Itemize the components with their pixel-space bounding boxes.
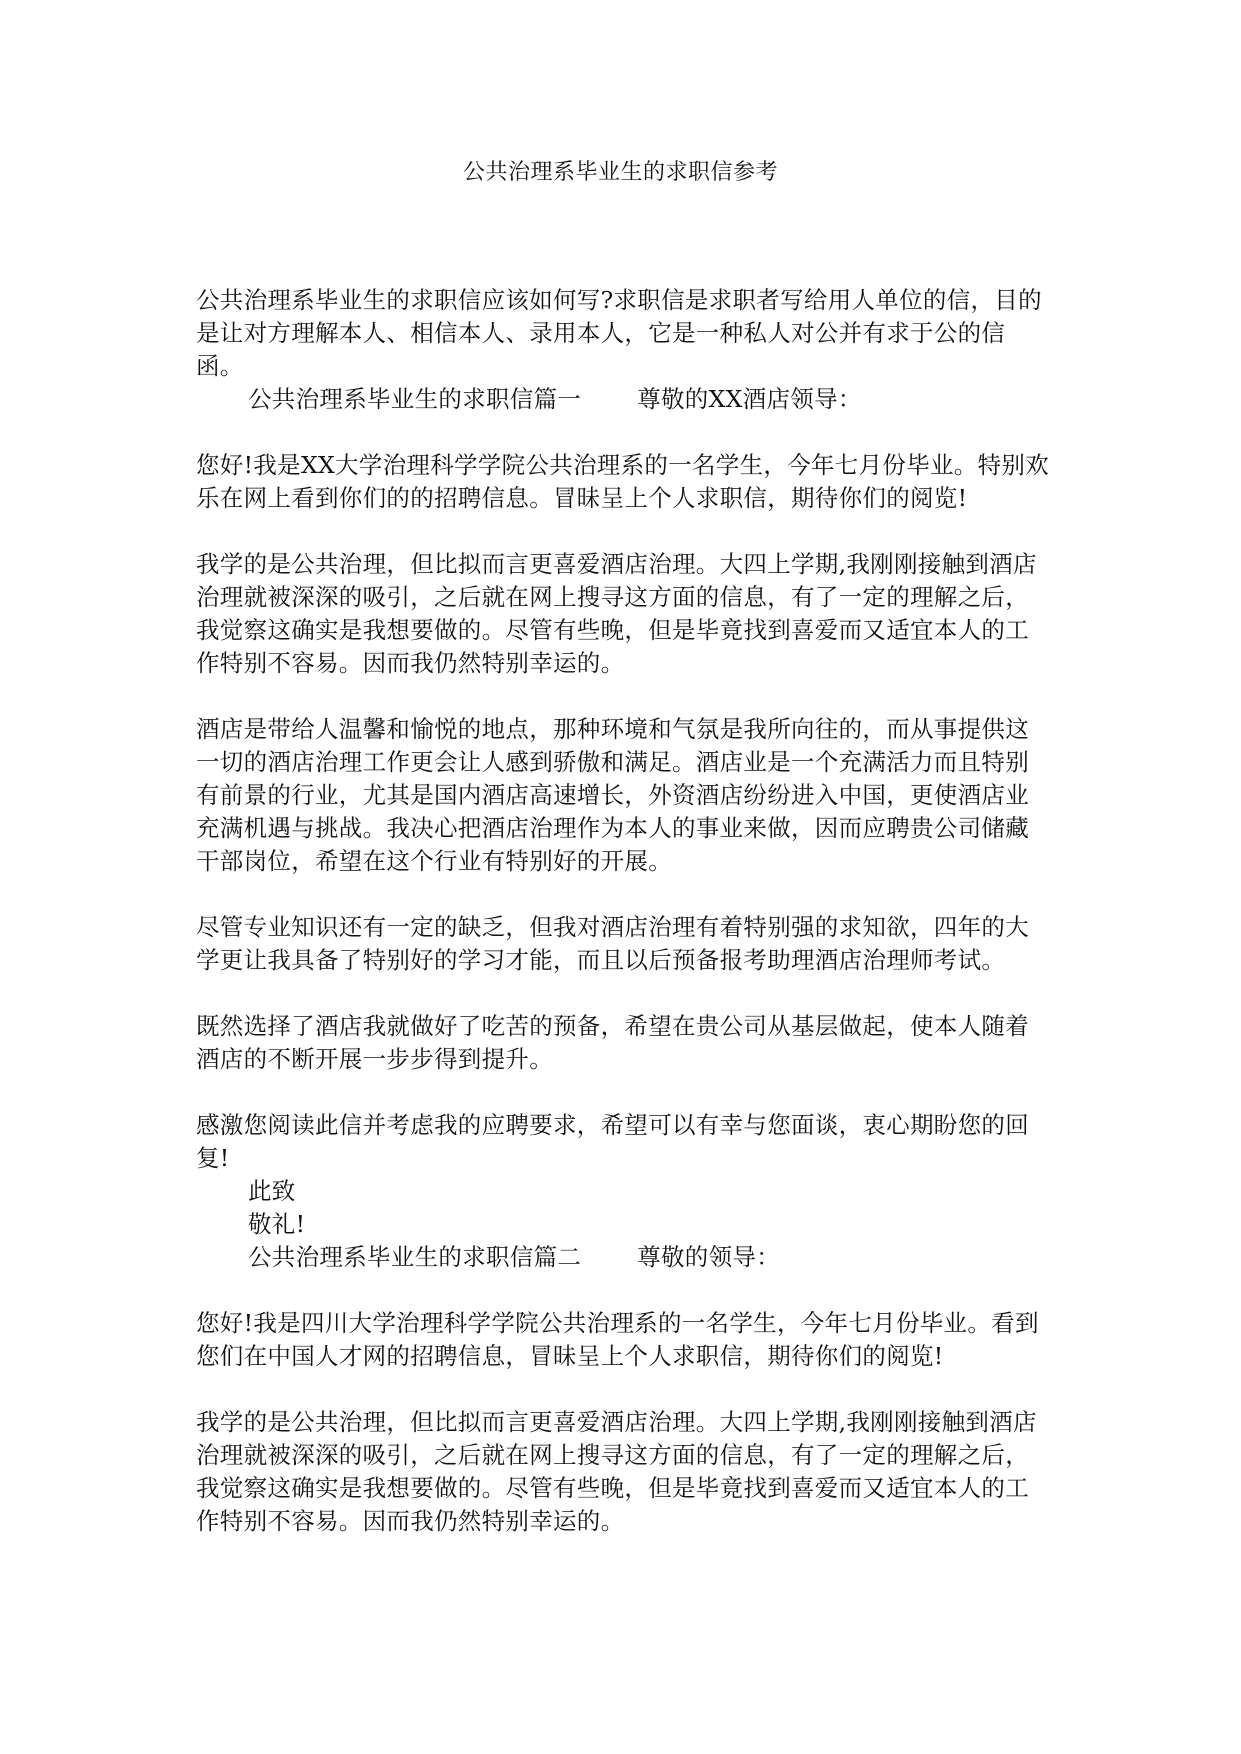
- letter1-heading: 公共治理系毕业生的求职信篇一: [248, 385, 582, 413]
- letter1-paragraph-1: 您好!我是XX大学治理科学学院公共治理系的一名学生，今年七月份毕业。特别欢乐在网上看到你们的的招聘信息。冒昧呈上个人求职信，期待你们的阅览!: [196, 451, 1050, 512]
- letter1-salutation: 尊敬的XX酒店领导：: [637, 385, 862, 413]
- letter2-salutation: 尊敬的领导：: [637, 1243, 781, 1271]
- intro-paragraph: 公共治理系毕业生的求职信应该如何写?求职信是求职者写给用人单位的信，目的是让对方理解本人、相信本人、录用本人，它是一种私人对公并有求于公的信函。: [196, 286, 1042, 380]
- letter2-heading: 公共治理系毕业生的求职信篇二: [248, 1243, 582, 1271]
- letter2-paragraph-2: 我学的是公共治理，但比拟而言更喜爱酒店治理。大四上学期,我刚刚接触到酒店治理就被深深的吸引，之后就在网上搜寻这方面的信息，有了一定的理解之后，我觉察这确实是我想要做的。尽管有些晚，但是毕竟找到喜爱而又适宜本人的工作特别不容易。因而我仍然特别幸运的。: [196, 1408, 1037, 1535]
- letter1-paragraph-2: 我学的是公共治理，但比拟而言更喜爱酒店治理。大四上学期,我刚刚接触到酒店治理就被深深的吸引，之后就在网上搜寻这方面的信息，有了一定的理解之后，我觉察这确实是我想要做的。尽管有些晚，但是毕竟找到喜爱而又适宜本人的工作特别不容易。因而我仍然特别幸运的。: [196, 550, 1037, 677]
- document-body: [196, 284, 1050, 1538]
- letter1-paragraph-4: 尽管专业知识还有一定的缺乏，但我对酒店治理有着特别强的求知欲，四年的大学更让我具备了特别好的学习才能，而且以后预备报考助理酒店治理师考试。: [196, 913, 1029, 974]
- letter1-closing-2: 敬礼!: [248, 1210, 306, 1238]
- letter1-paragraph-5: 既然选择了酒店我就做好了吃苦的预备，希望在贵公司从基层做起，使本人随着酒店的不断开展一步步得到提升。: [196, 1012, 1029, 1073]
- letter1-paragraph-6: 感激您阅读此信并考虑我的应聘要求，希望可以有幸与您面谈，衷心期盼您的回复!: [196, 1111, 1029, 1172]
- letter1-closing-1: 此致: [248, 1177, 296, 1205]
- letter1-paragraph-3: 酒店是带给人温馨和愉悦的地点，那种环境和气氛是我所向往的，而从事提供这一切的酒店治理工作更会让人感到骄傲和满足。酒店业是一个充满活力而且特别有前景的行业，尤其是国内酒店高速增长，外资酒店纷纷进入中国，更使酒店业充满机遇与挑战。我决心把酒店治理作为本人的事业来做，因而应聘贵公司储藏干部岗位，希望在这个行业有特别好的开展。: [196, 715, 1029, 875]
- document-title: 公共治理系毕业生的求职信参考: [462, 160, 778, 185]
- letter1-header: [196, 383, 1050, 416]
- letter2-paragraph-1: 您好!我是四川大学治理科学学院公共治理系的一名学生，今年七月份毕业。看到您们在中国人才网的招聘信息，冒昧呈上个人求职信，期待你们的阅览!: [196, 1309, 1039, 1370]
- letter2-header: [196, 1241, 1050, 1274]
